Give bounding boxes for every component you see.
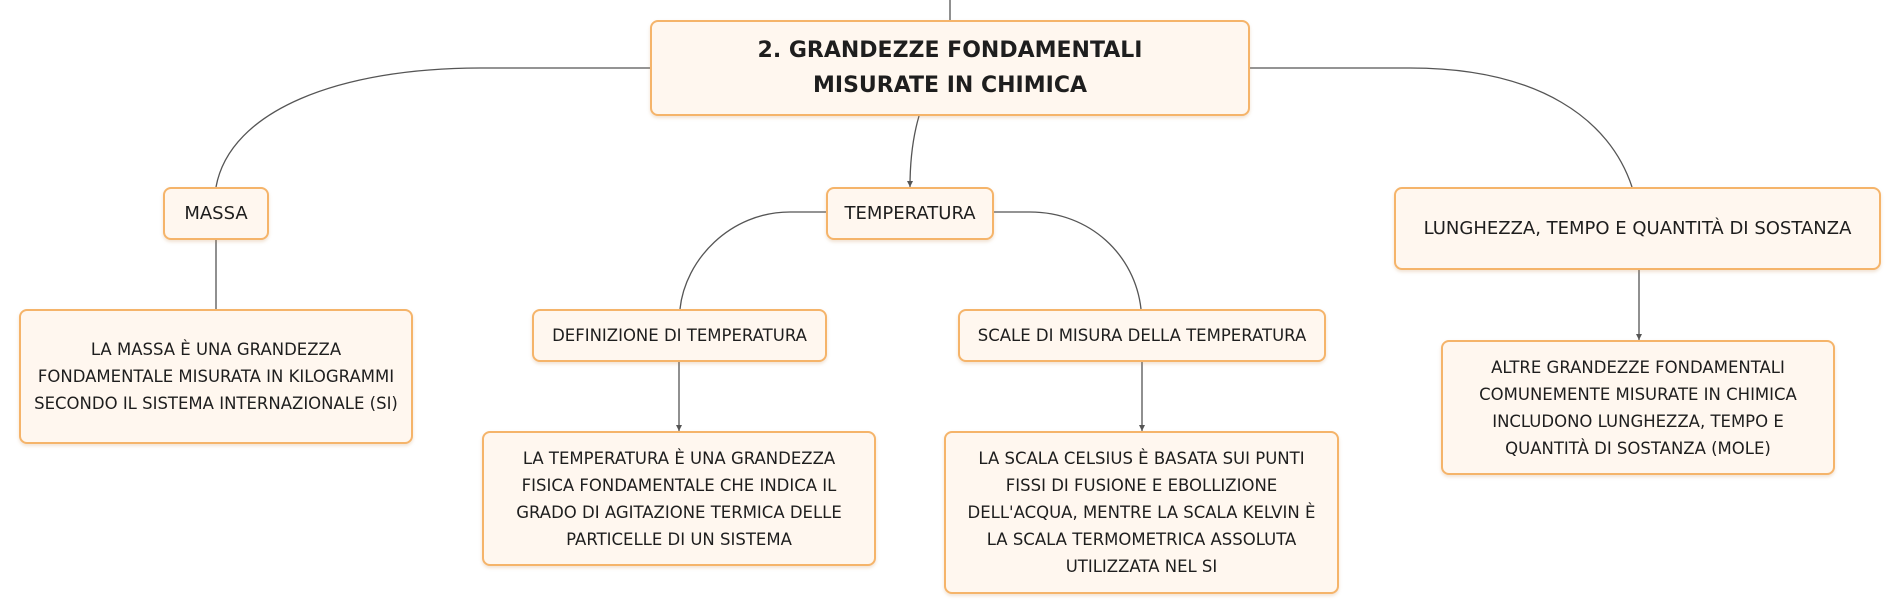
massa-node[interactable] xyxy=(163,187,269,240)
temperatura-node[interactable] xyxy=(826,187,994,240)
altre-grandezze-node[interactable] xyxy=(1394,187,1881,270)
connector-root-to-altre xyxy=(1250,68,1632,187)
connector-temperatura-to-scale xyxy=(994,212,1141,309)
scale-temperatura-node[interactable] xyxy=(958,309,1326,362)
scale-temperatura-label: SCALE DI MISURA DELLA TEMPERATURA xyxy=(977,326,1307,345)
definizione-temperatura-label: DEFINIZIONE DI TEMPERATURA xyxy=(552,326,807,345)
massa-detail-text: LA MASSA È UNA GRANDEZZA FONDAMENTALE MISURATA IN KILOGRAMMI SECONDO IL SISTEMA INTERNAZIONALE (SI) xyxy=(34,340,398,413)
scale-detail-text: LA SCALA CELSIUS È BASATA SUI PUNTI FISSI DI FUSIONE E EBOLLIZIONE DELL'ACQUA, MENTRE LA SCALA KELVIN È LA SCALA TERMOMETRICA ASSOLUTA UTILIZZATA NEL SI xyxy=(967,449,1316,576)
scale-detail-node[interactable] xyxy=(944,431,1339,594)
temperatura-label: TEMPERATURA xyxy=(844,203,976,224)
connector-root-to-massa xyxy=(216,68,650,187)
root-topic-node[interactable] xyxy=(650,20,1250,116)
definizione-detail-text: LA TEMPERATURA È UNA GRANDEZZA FISICA FONDAMENTALE CHE INDICA IL GRADO DI AGITAZIONE TERMICA DELLE PARTICELLE DI UN SISTEMA xyxy=(516,448,842,549)
altre-detail-node[interactable] xyxy=(1441,340,1835,475)
altre-detail-text: ALTRE GRANDEZZE FONDAMENTALI COMUNEMENTE MISURATE IN CHIMICA INCLUDONO LUNGHEZZA, TEMPO E QUANTITÀ DI SOSTANZA (MOLE) xyxy=(1479,357,1797,458)
connector-temperatura-to-definizione xyxy=(680,212,826,309)
definizione-detail-node[interactable] xyxy=(482,431,876,566)
altre-grandezze-label: LUNGHEZZA, TEMPO E QUANTITÀ DI SOSTANZA xyxy=(1423,218,1852,239)
root-topic-label: 2. GRANDEZZE FONDAMENTALI MISURATE IN CHIMICA xyxy=(757,38,1143,98)
massa-label: MASSA xyxy=(184,203,248,224)
definizione-temperatura-node[interactable] xyxy=(532,309,827,362)
connector-root-to-temperatura xyxy=(910,116,919,187)
massa-detail-node[interactable] xyxy=(19,309,413,444)
